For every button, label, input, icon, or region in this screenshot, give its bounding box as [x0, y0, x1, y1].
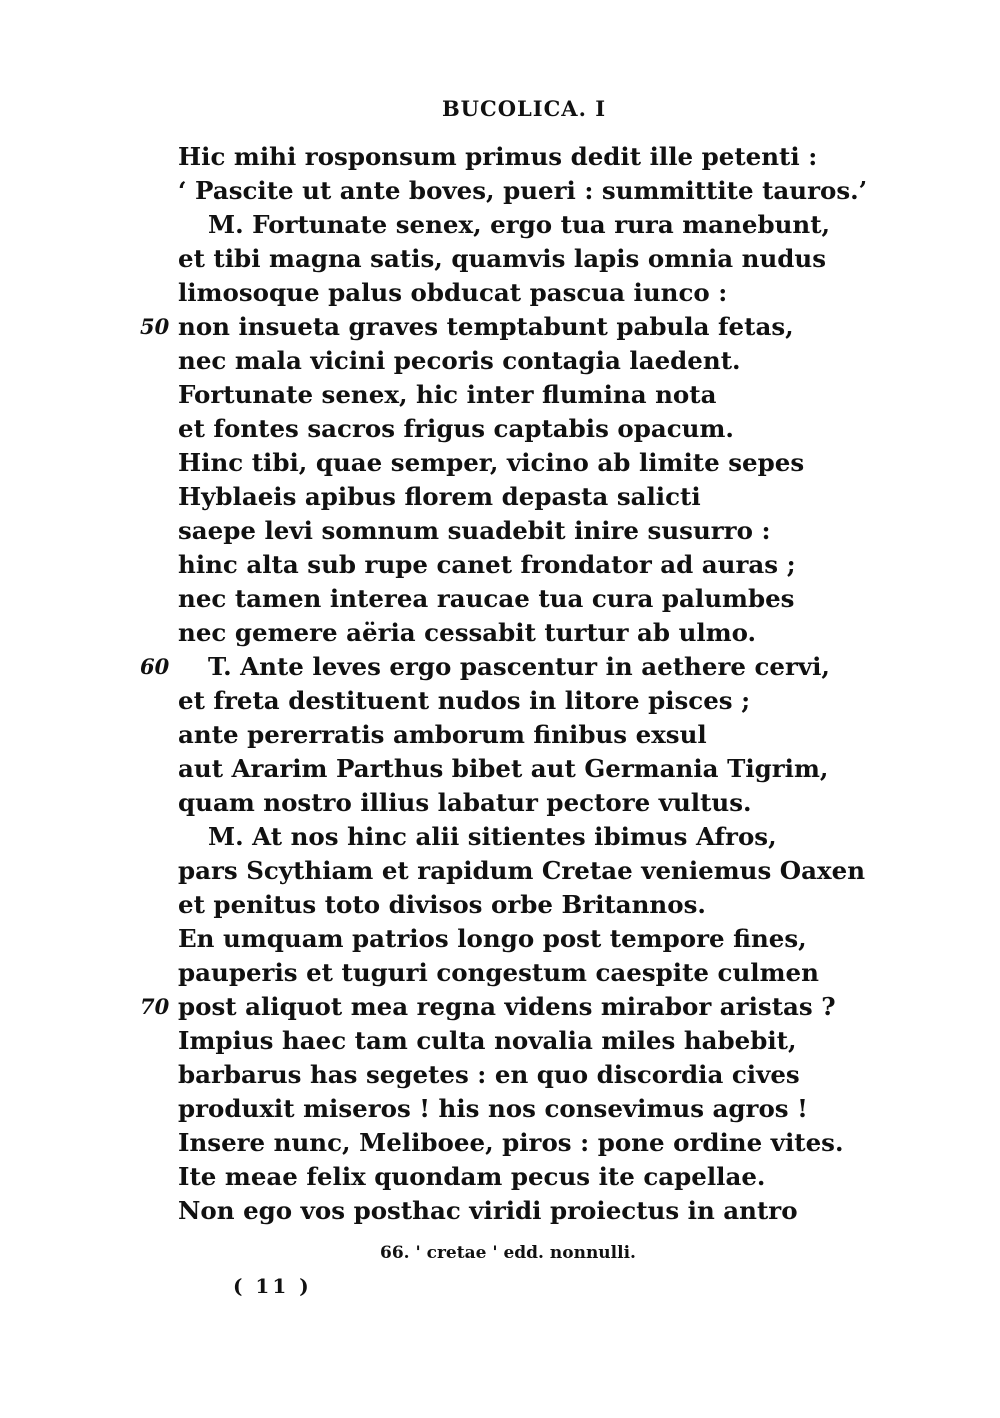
verse-line: [0, 650, 1000, 684]
verse-line: [0, 1194, 1000, 1228]
verse-text: post aliquot mea regna videns mirabor aristas ?: [178, 992, 836, 1021]
verse-line: [0, 616, 1000, 650]
verse-text: et freta destituent nudos in litore pisces ;: [178, 686, 751, 715]
verse-line: [0, 684, 1000, 718]
verse-text: hinc alta sub rupe canet frondator ad auras ;: [178, 550, 796, 579]
verse-text: nec tamen interea raucae tua cura palumbes: [178, 584, 795, 613]
verse-line: [0, 480, 1000, 514]
verse-text: ante pererratis amborum finibus exsul: [178, 720, 707, 749]
verse-line: [0, 922, 1000, 956]
verse-text: aut Ararim Parthus bibet aut Germania Tigrim,: [178, 754, 829, 783]
verse-text: barbarus has segetes : en quo discordia cives: [178, 1060, 800, 1089]
verse-line: [0, 242, 1000, 276]
verse-text: et penitus toto divisos orbe Britannos.: [178, 890, 706, 919]
verse-text: produxit miseros ! his nos consevimus agros !: [178, 1094, 808, 1123]
verse-line: [0, 854, 1000, 888]
verse-line: [0, 956, 1000, 990]
verse-text: quam nostro illius labatur pectore vultus.: [178, 788, 752, 817]
verse-text: Impius haec tam culta novalia miles habebit,: [178, 1026, 797, 1055]
verse-text: Insere nunc, Meliboee, piros : pone ordine vites.: [178, 1128, 844, 1157]
verse-text: Hinc tibi, quae semper, vicino ab limite sepes: [178, 448, 805, 477]
verse-text: non insueta graves temptabunt pabula fetas,: [178, 312, 794, 341]
line-number: 70: [140, 994, 170, 1019]
verse-line: [0, 888, 1000, 922]
verse-line: [0, 208, 1000, 242]
verse-text: Ite meae felix quondam pecus ite capellae.: [178, 1162, 766, 1191]
verse-text: T. Ante leves ergo pascentur in aethere cervi,: [208, 652, 830, 681]
verse-line: [0, 752, 1000, 786]
verse-text: Non ego vos posthac viridi proiectus in antro: [178, 1196, 798, 1225]
verse-text: saepe levi somnum suadebit inire susurro :: [178, 516, 771, 545]
verse-line: [0, 276, 1000, 310]
verse-block: [0, 140, 1000, 1228]
verse-line: [0, 786, 1000, 820]
verse-text: ‘ Pascite ut ante boves, pueri : summittite tauros.’: [178, 176, 868, 205]
verse-line: [0, 174, 1000, 208]
verse-text: Fortunate senex, hic inter flumina nota: [178, 380, 717, 409]
verse-line: [0, 310, 1000, 344]
verse-text: pars Scythiam et rapidum Cretae veniemus Oaxen: [178, 856, 866, 885]
verse-line: [0, 990, 1000, 1024]
verse-line: [0, 140, 1000, 174]
verse-line: [0, 1126, 1000, 1160]
verse-text: et tibi magna satis, quamvis lapis omnia nudus: [178, 244, 827, 273]
verse-text: M. At nos hinc alii sitientes ibimus Afros,: [208, 822, 777, 851]
verse-line: [0, 378, 1000, 412]
verse-text: M. Fortunate senex, ergo tua rura manebunt,: [208, 210, 831, 239]
verse-line: [0, 1058, 1000, 1092]
verse-line: [0, 1160, 1000, 1194]
verse-line: [0, 344, 1000, 378]
footnote: 66. ' cretae ' edd. nonnulli.: [380, 1243, 636, 1263]
verse-line: [0, 582, 1000, 616]
verse-text: nec mala vicini pecoris contagia laedent.: [178, 346, 741, 375]
verse-line: [0, 820, 1000, 854]
verse-line: [0, 412, 1000, 446]
verse-line: [0, 548, 1000, 582]
verse-text: Hyblaeis apibus florem depasta salicti: [178, 482, 701, 511]
verse-line: [0, 514, 1000, 548]
running-head: BUCOLICA. I: [441, 96, 607, 121]
verse-text: nec gemere aëria cessabit turtur ab ulmo.: [178, 618, 757, 647]
verse-text: En umquam patrios longo post tempore fines,: [178, 924, 807, 953]
verse-text: et fontes sacros frigus captabis opacum.: [178, 414, 734, 443]
verse-line: [0, 446, 1000, 480]
verse-line: [0, 1092, 1000, 1126]
verse-text: pauperis et tuguri congestum caespite culmen: [178, 958, 819, 987]
verse-text: Hic mihi rosponsum primus dedit ille petenti :: [178, 142, 818, 171]
verse-line: [0, 1024, 1000, 1058]
page-number: ( 11 ): [233, 1274, 312, 1298]
line-number: 60: [140, 654, 170, 679]
line-number: 50: [140, 314, 170, 339]
verse-line: [0, 718, 1000, 752]
verse-text: limosoque palus obducat pascua iunco :: [178, 278, 728, 307]
